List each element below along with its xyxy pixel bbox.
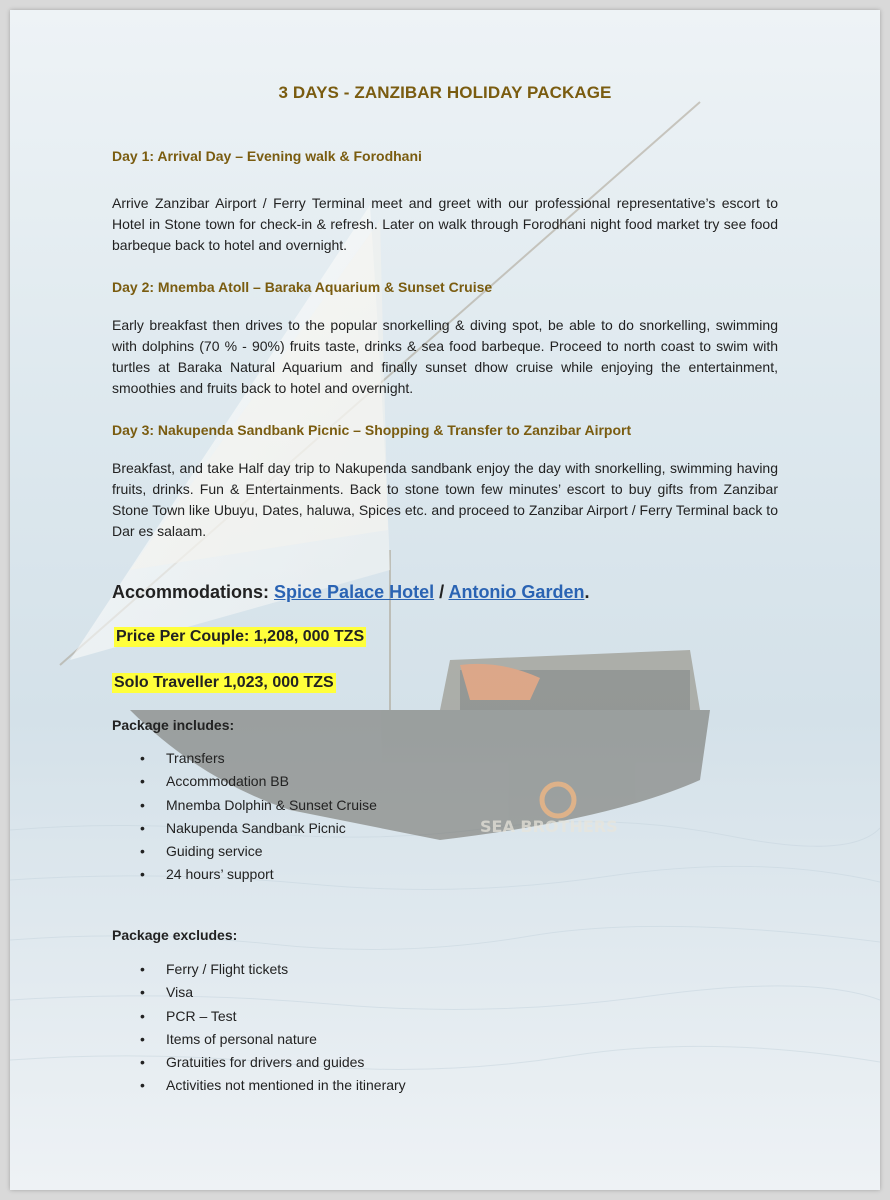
excludes-title: Package excludes:: [112, 927, 238, 943]
list-item: • Items of personal nature: [140, 1028, 540, 1051]
document-page: [10, 10, 880, 1190]
list-item: • 24 hours’ support: [140, 863, 540, 886]
list-item: • Visa: [140, 981, 540, 1004]
day1-heading: Day 1: Arrival Day – Evening walk & Forodhani: [112, 148, 422, 164]
includes-title: Package includes:: [112, 717, 235, 733]
day2-description: Early breakfast then drives to the popular snorkelling & diving spot, be able to do snorkelling, swimming with dolphins (70 % - 90%) fruits taste, drinks & sea food barbeque. Proceed to north coast to swim with turtles at Baraka Natural Aquarium and finally sunset dhow cruise while enjoying the entertainment, smoothies and fruits back to hotel and overnight.: [112, 317, 778, 396]
page-title: 3 DAYS - ZANZIBAR HOLIDAY PACKAGE: [278, 83, 612, 102]
boat-name-text: SEA BROTHERS: [480, 817, 618, 836]
spice-palace-hotel-link[interactable]: Spice Palace Hotel: [274, 582, 435, 602]
antonio-garden-link[interactable]: Antonio Garden: [448, 582, 585, 602]
list-item: • Accommodation BB: [140, 770, 540, 793]
price-per-couple: Price Per Couple: 1,208, 000 TZS: [116, 628, 365, 645]
list-item: • Transfers: [140, 747, 540, 770]
day1-description: Arrive Zanzibar Airport / Ferry Terminal meet and greet with our professional representative’s escort to Hotel in Stone town for check-in & refresh. Later on walk through Forodhani night food market try see food barbeque back to hotel and overnight.: [112, 195, 778, 253]
list-item: • Ferry / Flight tickets: [140, 958, 540, 981]
list-item: • Activities not mentioned in the itinerary: [140, 1074, 540, 1097]
day3-description: Breakfast, and take Half day trip to Nakupenda sandbank enjoy the day with snorkelling, swimming having fruits, drinks. Fun & Entertainments. Back to stone town few minutes’ escort to buy gifts from Zanzibar Stone Town like Ubuyu, Dates, haluwa, Spices etc. and proceed to Zanzibar Airport / Ferry Terminal back to Dar es salaam.: [112, 460, 778, 539]
price-solo-traveller: Solo Traveller 1,023, 000 TZS: [114, 674, 334, 691]
includes-list: [140, 747, 540, 887]
accommodations-end: .: [584, 582, 590, 602]
list-item: • Gratuities for drivers and guides: [140, 1051, 540, 1074]
list-item: • PCR – Test: [140, 1005, 540, 1028]
day2-heading: Day 2: Mnemba Atoll – Baraka Aquarium & Sunset Cruise: [112, 279, 493, 295]
day3-heading: Day 3: Nakupenda Sandbank Picnic – Shopping & Transfer to Zanzibar Airport: [112, 422, 632, 438]
accommodations-label: Accommodations:: [112, 582, 275, 602]
excludes-list: [140, 958, 540, 1098]
list-item: • Mnemba Dolphin & Sunset Cruise: [140, 794, 540, 817]
accommodations-line: [112, 582, 589, 603]
accommodations-separator: /: [434, 582, 449, 602]
list-item: • Nakupenda Sandbank Picnic: [140, 817, 540, 840]
list-item: • Guiding service: [140, 840, 540, 863]
